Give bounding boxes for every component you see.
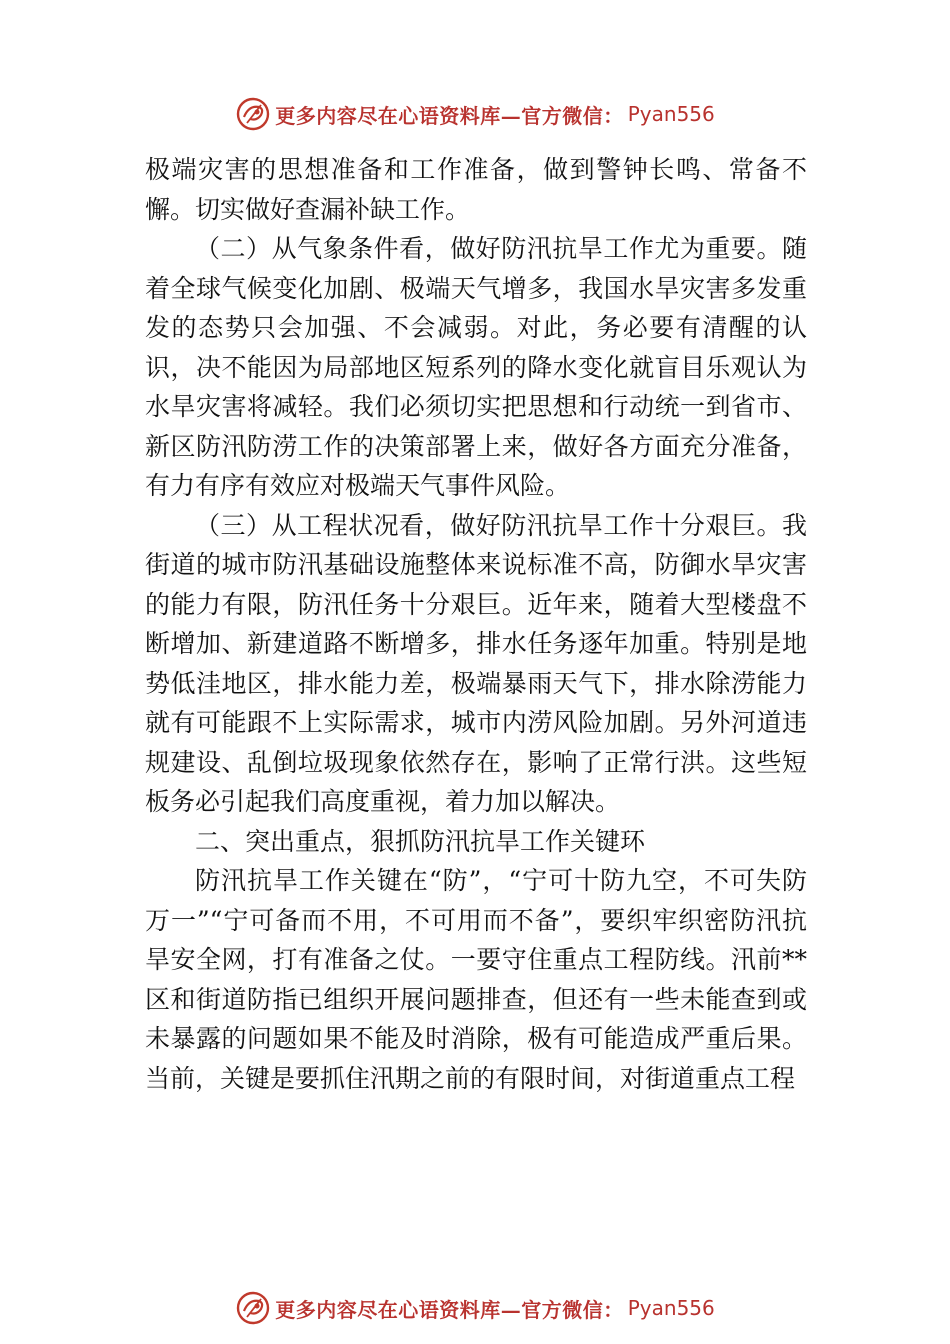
watermark-handle: Pyan556 xyxy=(627,102,715,126)
paragraph-2: （二）从气象条件看，做好防汛抗旱工作尤为重要。随着全球气候变化加剧、极端天气增多，我国水旱灾害多发重发的态势只会加强、不会减弱。对此，务必要有清醒的认识，决不能因为局部地区短系列的降水变化就盲目乐观认为水旱灾害将减轻。我们必须切实把思想和行动统一到省市、新区防汛防涝工作的决策部署上来，做好各方面充分准备，有力有序有效应对极端天气事件风险。 xyxy=(145,234,807,500)
paragraph-4: 防汛抗旱工作关键在“防”，“宁可十防九空，不可失防万一”“宁可备而不用，不可用而不备”，要织牢织密防汛抗旱安全网，打有准备之仗。一要守住重点工程防线。汛前** 区和街道防指已组织开展问题排查，但还有一些未能查到或未暴露的问题如果不能及时消除，极有可能造成严重后果。 当前，关键是要抓住汛期之前的有限时间，对街道重点工程 xyxy=(145,866,807,1093)
logo-icon xyxy=(235,1290,271,1326)
header-watermark xyxy=(0,94,950,134)
watermark-text: 更多内容尽在心语资料库—官方微信： xyxy=(275,1297,624,1322)
footer-watermark xyxy=(0,1288,950,1328)
watermark-handle: Pyan556 xyxy=(627,1296,715,1320)
logo-icon xyxy=(235,96,271,132)
section-heading: 二、突出重点，狠抓防汛抗旱工作关键环 xyxy=(195,826,646,856)
paragraph-1: 极端灾害的思想准备和工作准备，做到警钟长鸣、常备不懈。切实做好查漏补缺工作。 xyxy=(145,155,807,224)
watermark-text: 更多内容尽在心语资料库—官方微信： xyxy=(275,103,624,128)
paragraph-3: （三）从工程状况看，做好防汛抗旱工作十分艰巨。我街道的城市防汛基础设施整体来说标准不高，防御水旱灾害的能力有限，防汛任务十分艰巨。近年来，随着大型楼盘不断增加、新建道路不断增多，排水任务逐年加重。特别是地势低洼地区，排水能力差，极端暴雨天气下，排水除涝能力就有可能跟不上实际需求，城市内涝风险加剧。另外河道违规建设、乱倒垃圾现象依然存在，影响了正常行洪。这些短板务必引起我们高度重视，着力加以解决。 xyxy=(145,510,807,816)
document-body xyxy=(145,150,807,1098)
